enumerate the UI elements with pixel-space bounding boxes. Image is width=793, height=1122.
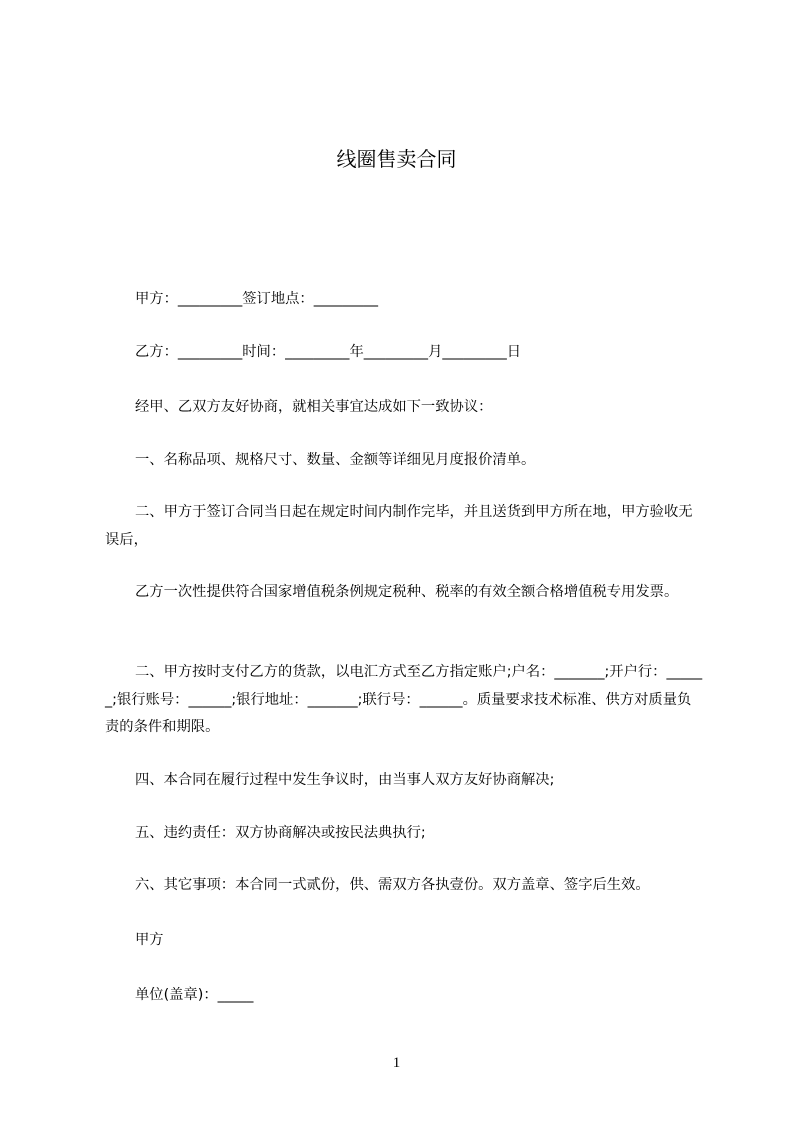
signature-unit-seal: 单位(盖章)：_____ bbox=[135, 987, 254, 1003]
document-title: 线圈售卖合同 bbox=[336, 147, 457, 171]
clause-1: 一、名称品项、规格尺寸、数量、金额等详细见月度报价清单。 bbox=[135, 452, 536, 468]
agreement-intro: 经甲、乙双方友好协商，就相关事宜达成如下一致协议： bbox=[135, 399, 493, 415]
clause-6: 六、其它事项：本合同一式贰份，供、需双方各执壹份。双方盖章、签字后生效。 bbox=[135, 877, 650, 893]
party-a-line: 甲方：_________签订地点：_________ bbox=[135, 291, 379, 307]
clause-4: 四、本合同在履行过程中发生争议时，由当事人双方友好协商解决; bbox=[135, 772, 555, 788]
clause-2-invoice: 乙方一次性提供符合国家增值税条例规定税种、税率的有效全额合格增值税专用发票。 bbox=[135, 584, 679, 600]
clause-payment: 二、甲方按时支付乙方的货款，以电汇方式至乙方指定账户;户名：_______;开户行：______;银行账号：______;银行地址：_______;联行号：______。质量要求技术标准、供方对质量负责的条件和期限。 bbox=[105, 664, 703, 735]
clause-2: 二、甲方于签订合同当日起在规定时间内制作完毕，并且送货到甲方所在地，甲方验收无误后， bbox=[105, 504, 693, 548]
party-b-line: 乙方：_________时间：_________年_________月_________日 bbox=[135, 344, 522, 360]
signature-party-a: 甲方 bbox=[135, 932, 164, 948]
clause-5: 五、违约责任：双方协商解决或按民法典执行; bbox=[135, 825, 426, 841]
page-number: 1 bbox=[392, 1055, 401, 1071]
